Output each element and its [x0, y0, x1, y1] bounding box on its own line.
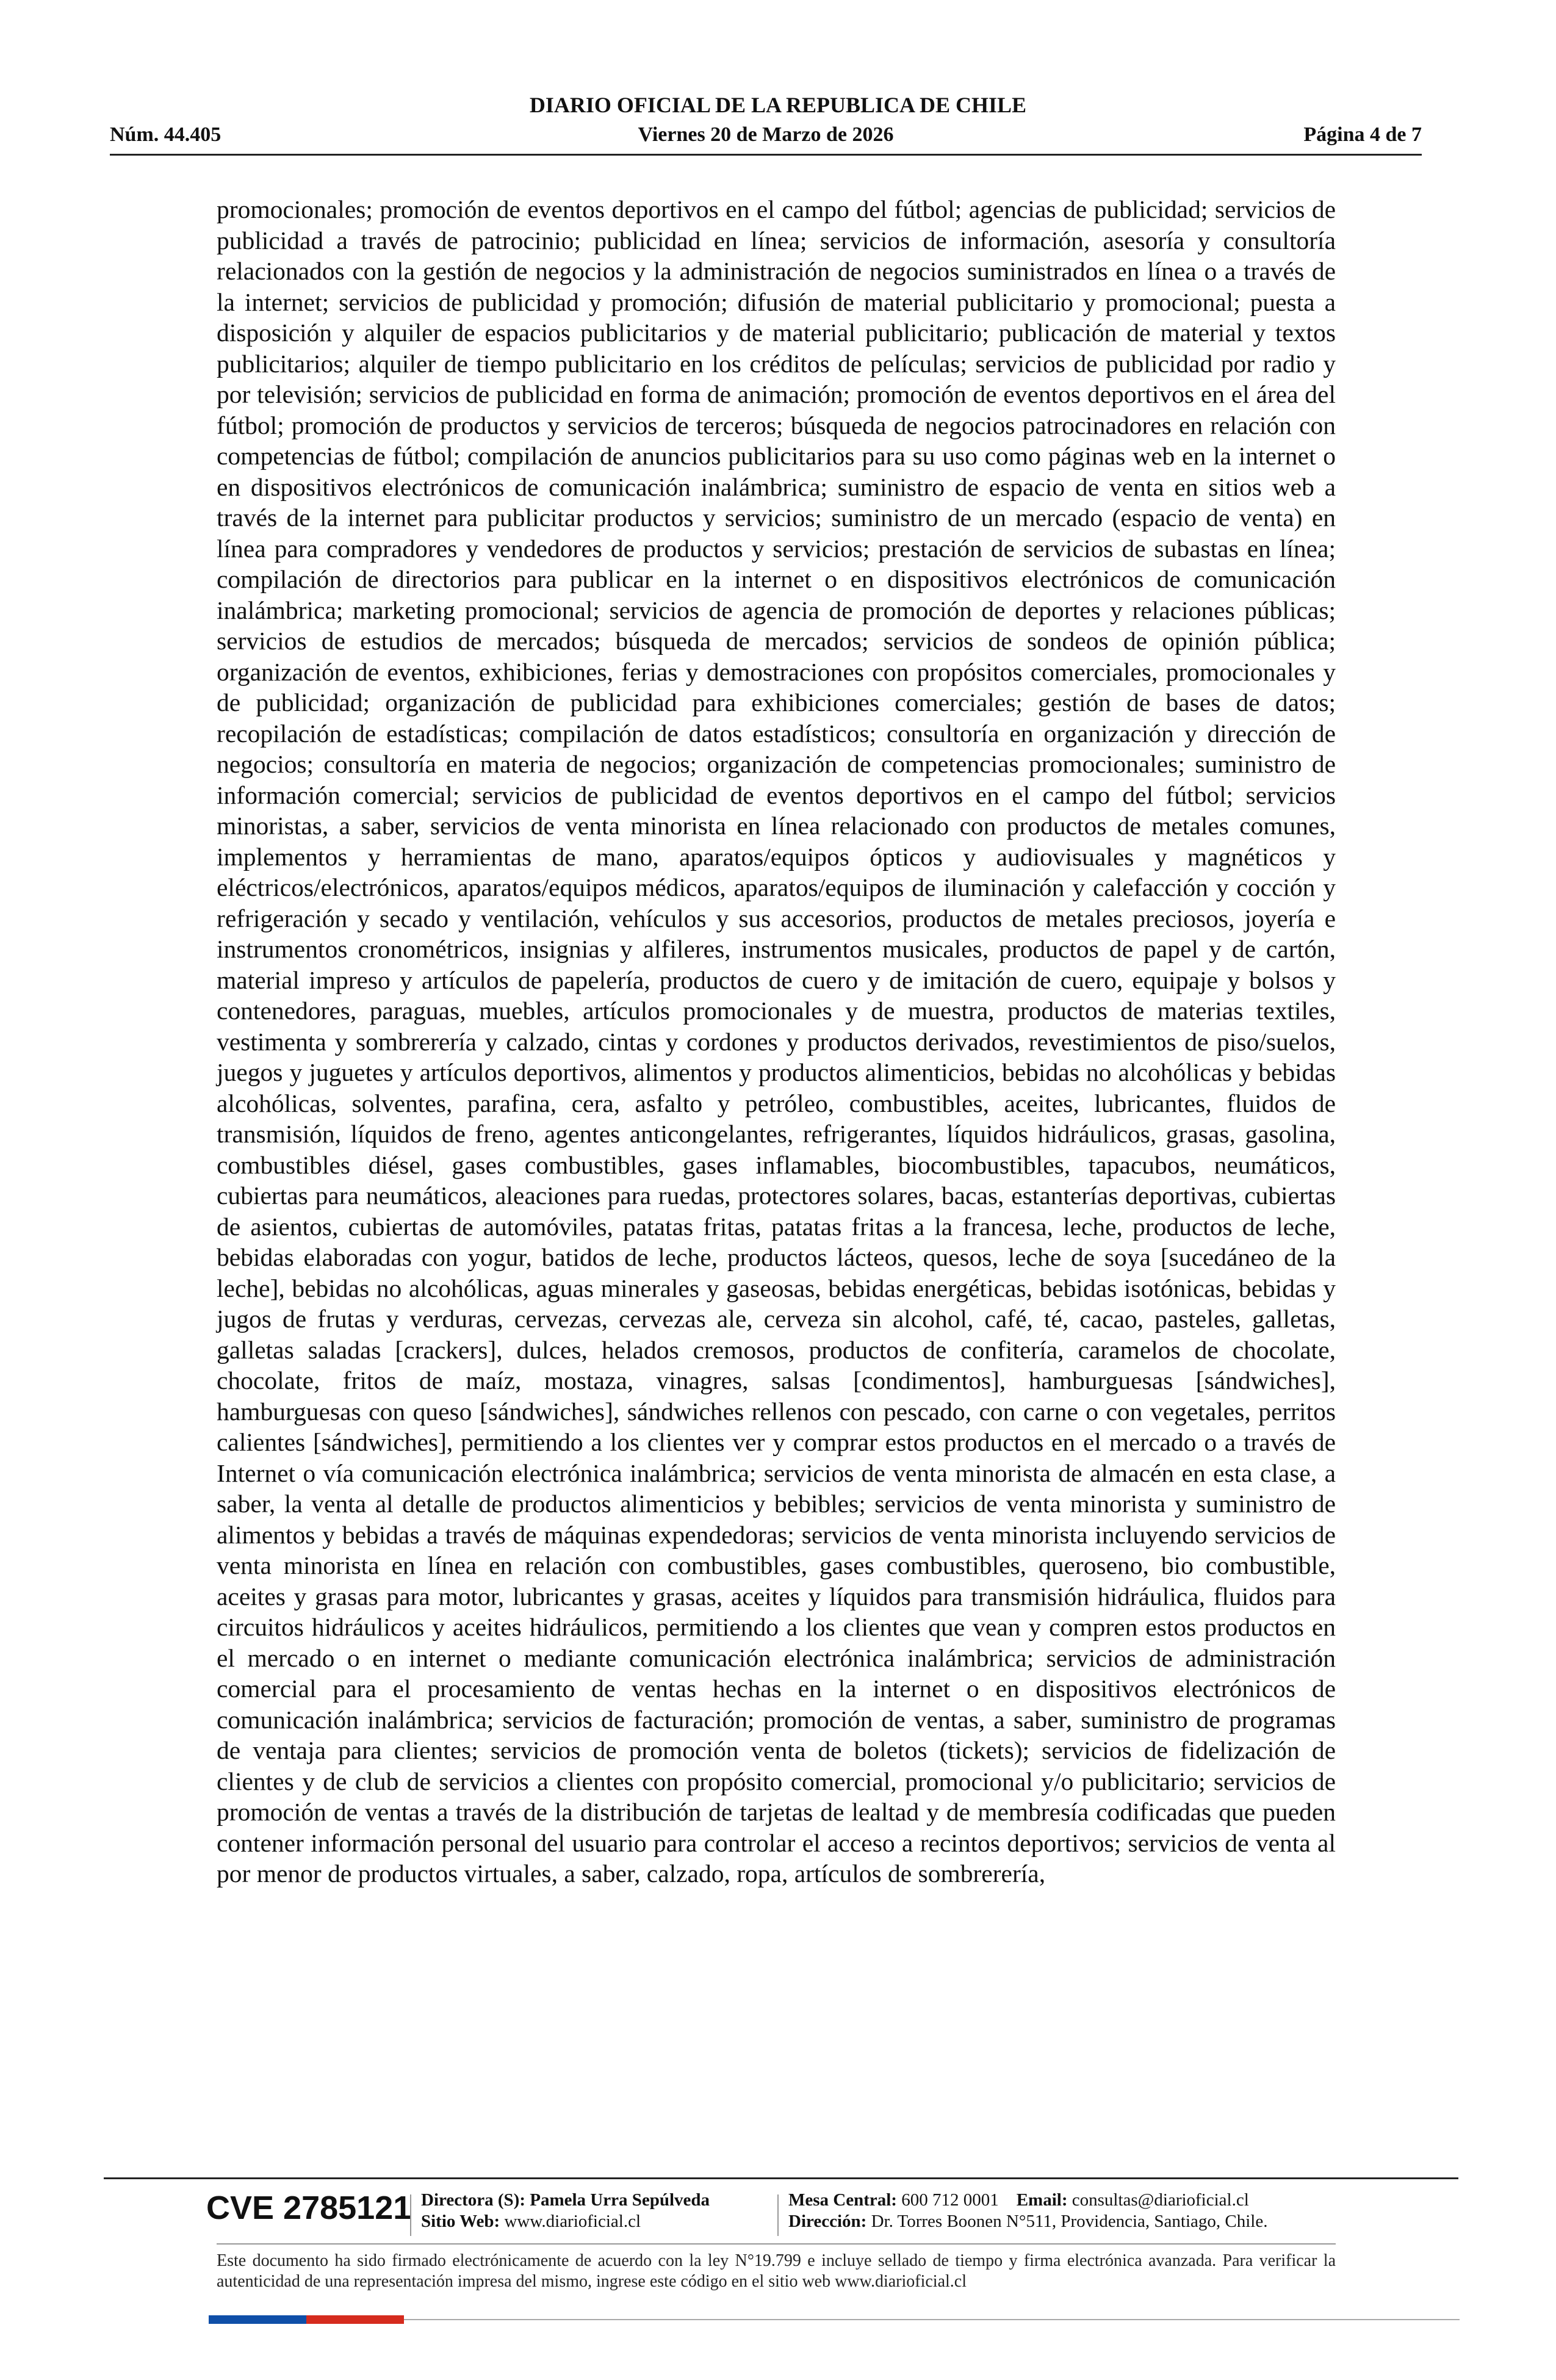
contact-line	[788, 2190, 1267, 2211]
flag-stripe	[209, 2315, 404, 2324]
document-body	[217, 194, 1336, 1889]
phone-number: 600 712 0001	[901, 2190, 999, 2210]
address-text: Dr. Torres Boonen N°511, Providencia, Santiago, Chile.	[871, 2212, 1268, 2231]
header-row	[110, 121, 1422, 149]
issue-number: Núm. 44.405	[110, 123, 222, 146]
director-label: Directora (S):	[421, 2190, 525, 2210]
footer-director-column	[421, 2190, 710, 2232]
address-label: Dirección:	[788, 2212, 867, 2231]
footer-bottom-rule	[404, 2319, 1460, 2320]
header-divider	[110, 154, 1422, 156]
email-link[interactable]: consultas@diarioficial.cl	[1072, 2190, 1249, 2210]
website-link[interactable]: www.diarioficial.cl	[504, 2212, 641, 2231]
page-number: Página 4 de 7	[1303, 123, 1422, 146]
address-line	[788, 2211, 1267, 2232]
body-paragraph: promocionales; promoción de eventos deportivos en el campo del fútbol; agencias de publicidad; servicios de publicidad a través de patrocinio; publicidad en línea; servicios de información, asesoría y consultoría relacionados con la gestión de negocios y la administración de negocios suministrados en línea o a través de la internet; servicios de publicidad y promoción; difusión de material publicitario y promocional; puesta a disposición y alquiler de espacios publicitarios y de material publicitario; publicación de material y textos publicitarios; alquiler de tiempo publicitario en los créditos de películas; servicios de publicidad por radio y por televisión; servicios de publicidad en forma de animación; promoción de eventos deportivos en el área del fútbol; promoción de productos y servicios de terceros; búsqueda de negocios patrocinadores en relación con competencias de fútbol; compilación de anuncios publicitarios para su uso como páginas web en la internet o en dispositivos electrónicos de comunicación inalámbrica; suministro de espacio de venta en sitios web a través de la internet para publicitar productos y servicios; suministro de un mercado (espacio de venta) en línea para compradores y vendedores de productos y servicios; prestación de servicios de subastas en línea; compilación de directorios para publicar en la internet o en dispositivos electrónicos de comunicación inalámbrica; marketing promocional; servicios de agencia de promoción de deportes y relaciones públicas; servicios de estudios de mercados; búsqueda de mercados; servicios de sondeos de opinión pública; organización de eventos, exhibiciones, ferias y demostraciones con propósitos comerciales, promocionales y de publicidad; organización de publicidad para exhibiciones comerciales; gestión de bases de datos; recopilación de estadísticas; compilación de datos estadísticos; consultoría en organización y dirección de negocios; consultoría en materia de negocios; organización de competencias promocionales; suministro de información comercial; servicios de publicidad de eventos deportivos en el campo del fútbol; servicios minoristas, a saber, servicios de venta minorista en línea relacionado con productos de metales comunes, implementos y herramientas de mano, aparatos/equipos ópticos y audiovisuales y magnéticos y eléctricos/electrónicos, aparatos/equipos médicos, aparatos/equipos de iluminación y calefacción y cocción y refrigeración y secado y ventilación, vehículos y sus accesorios, productos de metales preciosos, joyería e instrumentos cronométricos, insignias y alfileres, instrumentos musicales, productos de papel y de cartón, material impreso y artículos de papelería, productos de cuero y de imitación de cuero, equipaje y bolsos y contenedores, paraguas, muebles, artículos promocionales y de muestra, productos de materias textiles, vestimenta y sombrerería y calzado, cintas y cordones y productos derivados, revestimientos de piso/suelos, juegos y juguetes y artículos deportivos, alimentos y productos alimenticios, bebidas no alcohólicas y bebidas alcohólicas, solventes, parafina, cera, asfalto y petróleo, combustibles, aceites, lubricantes, fluidos de transmisión, líquidos de freno, agentes anticongelantes, refrigerantes, líquidos hidráulicos, grasas, gasolina, combustibles diésel, gases combustibles, gases inflamables, biocombustibles, tapacubos, neumáticos, cubiertas para neumáticos, aleaciones para ruedas, protectores solares, bacas, estanterías deportivas, cubiertas de asientos, cubiertas de automóviles, patatas fritas, patatas fritas a la francesa, leche, productos de leche, bebidas elaboradas con yogur, batidos de leche, productos lácteos, quesos, leche de soya [sucedáneo de la leche], bebidas no alcohólicas, aguas minerales y gaseosas, bebidas energéticas, bebidas isotónicas, bebidas y jugos de frutas y verduras, cervezas, cervezas ale, cerveza sin alcohol, café, té, cacao, pasteles, galletas, galletas saladas [crackers], dulces, helados cremosos, productos de confitería, caramelos de chocolate, chocolate, fritos de maíz, mostaza, vinagres, salsas [condimentos], hamburguesas [sándwiches], hamburguesas con queso [sándwiches], sándwiches rellenos con pescado, con carne o con vegetales, perritos calientes [sándwiches], permitiendo a los clientes ver y comprar estos productos en el mercado o a través de Internet o vía comunicación electrónica inalámbrica; servicios de venta minorista de almacén en esta clase, a saber, la venta al detalle de productos alimenticios y bebibles; servicios de venta minorista y suministro de alimentos y bebidas a través de máquinas expendedoras; servicios de venta minorista incluyendo servicios de venta minorista en línea en relación con combustibles, gases combustibles, queroseno, bio combustible, aceites y grasas para motor, lubricantes y grasas, aceites y líquidos para transmisión hidráulica, fluidos para circuitos hidráulicos y aceites hidráulicos, permitiendo a los clientes que vean y compren estos productos en el mercado o en internet o mediante comunicación electrónica inalámbrica; servicios de administración comercial para el procesamiento de ventas hechas en la internet o en dispositivos electrónicos de comunicación inalámbrica; servicios de facturación; promoción de ventas, a saber, suministro de programas de ventaja para clientes; servicios de promoción venta de boletos (tickets); servicios de fidelización de clientes y de club de servicios a clientes con propósito comercial, promocional y/o publicitario; servicios de promoción de ventas a través de la distribución de tarjetas de lealtad y de membresía codificadas que pueden contener información personal del usuario para controlar el acceso a recintos deportivos; servicios de venta al por menor de productos virtuales, a saber, calzado, ropa, artículos de sombrerería,	[217, 195, 1336, 1888]
flag-blue-segment	[209, 2315, 306, 2324]
publication-title: DIARIO OFICIAL DE LA REPUBLICA DE CHILE	[529, 93, 1027, 117]
footer-separator	[410, 2194, 411, 2236]
cve-code: CVE 2785121	[206, 2190, 412, 2226]
footer-thin-divider	[217, 2243, 1336, 2245]
footer-separator	[777, 2194, 779, 2236]
flag-red-segment	[306, 2315, 404, 2324]
phone-label: Mesa Central:	[788, 2190, 897, 2210]
email-label: Email:	[1016, 2190, 1068, 2210]
footer-contact-column	[788, 2190, 1267, 2232]
issue-date: Viernes 20 de Marzo de 2026	[638, 123, 894, 146]
website-label: Sitio Web:	[421, 2212, 500, 2231]
director-name: Pamela Urra Sepúlveda	[530, 2190, 710, 2210]
footer-divider	[104, 2177, 1458, 2179]
website-line	[421, 2211, 710, 2232]
director-line	[421, 2190, 710, 2211]
signature-disclaimer: Este documento ha sido firmado electrónicamente de acuerdo con la ley N°19.799 e incluye sellado de tiempo y firma electrónica avanzada. Para verificar la autenticidad de una representación impresa del mismo, ingrese este código en el sitio web www.diarioficial.cl	[217, 2251, 1336, 2291]
